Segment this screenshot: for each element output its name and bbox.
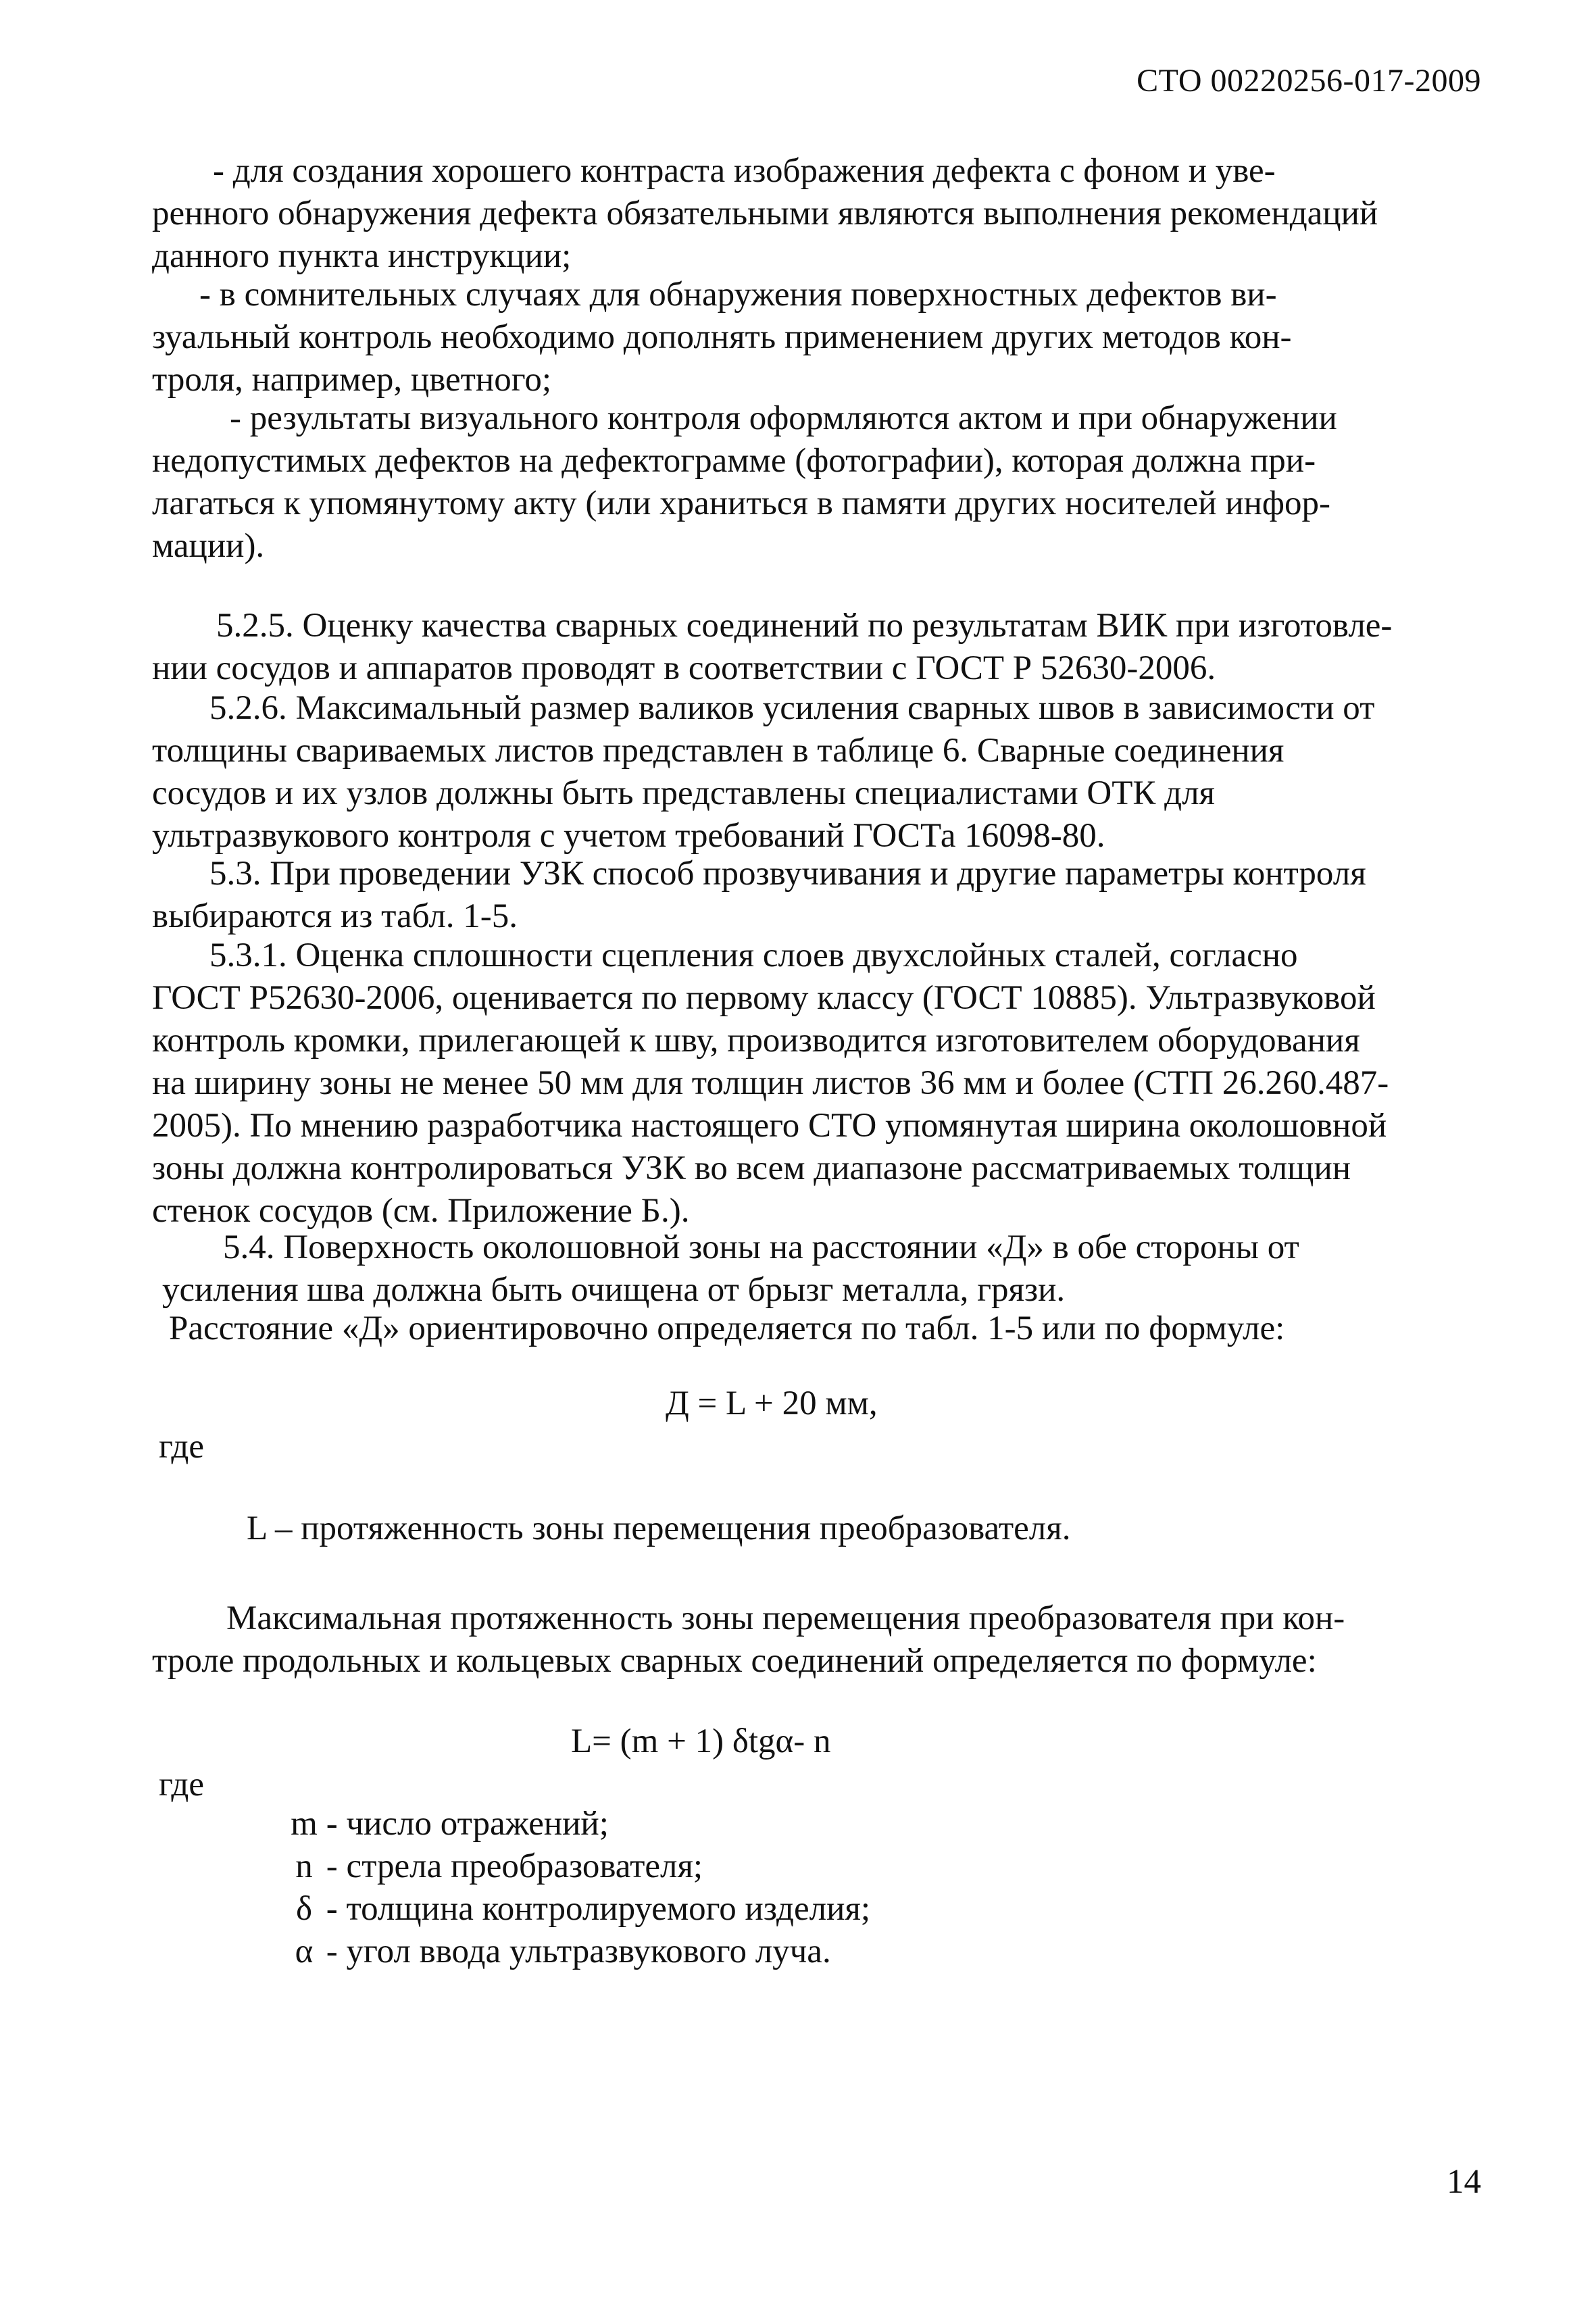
text-line: - результаты визуального контроля оформляются актом и при обнаружении: [230, 399, 1337, 437]
text-line: контроль кромки, прилегающей к шву, производится изготовителем оборудования: [152, 1022, 1360, 1060]
text-line: данного пункта инструкции;: [152, 237, 572, 275]
text-line: 5.3. При проведении УЗК способ прозвучивания и другие параметры контроля: [209, 855, 1366, 893]
text-line: 5.4. Поверхность околошовной зоны на расстоянии «Д» в обе стороны от: [223, 1228, 1299, 1266]
variable-symbol: m: [291, 1805, 318, 1843]
variable-description: - число отражений;: [326, 1805, 609, 1843]
text-line: стенок сосудов (см. Приложение Б.).: [152, 1192, 690, 1230]
variable-description: - стрела преобразователя;: [326, 1847, 703, 1885]
variable-symbol: α: [295, 1933, 314, 1970]
text-line: мации).: [152, 527, 265, 565]
text-line: ГОСТ Р52630-2006, оценивается по первому классу (ГОСТ 10885). Ультразвуковой: [152, 979, 1376, 1017]
paragraph-5-3: [152, 853, 1476, 938]
text-line: ультразвукового контроля с учетом требований ГОСТа 16098-80.: [152, 817, 1105, 855]
paragraph-5-4: [152, 1226, 1476, 1312]
variable-m: [291, 1804, 609, 1843]
formula-distance: Д = L + 20 мм,: [666, 1385, 878, 1422]
paragraph-distance-d: [169, 1308, 1493, 1350]
paragraph-5-2-6: [152, 687, 1476, 857]
paragraph-max-length: [152, 1597, 1476, 1683]
text-line: выбираются из табл. 1-5.: [152, 897, 518, 935]
text-line: нии сосудов и аппаратов проводят в соответствии с ГОСТ Р 52630-2006.: [152, 649, 1216, 687]
variable-description: - угол ввода ультразвукового луча.: [326, 1933, 831, 1970]
text-line: зоны должна контролироваться УЗК во всем диапазоне рассматриваемых толщин: [152, 1149, 1351, 1187]
formula-length: L= (m + 1) δtgα- n: [571, 1722, 831, 1760]
page-number: 14: [1447, 2163, 1481, 2201]
paragraph-5-3-1: [152, 935, 1476, 1233]
text-line: 2005). По мнению разработчика настоящего СТО упомянутая ширина околошовной: [152, 1107, 1387, 1145]
definition-l: L – протяженность зоны перемещения преобразователя.: [247, 1510, 1071, 1547]
variable-symbol: δ: [295, 1890, 313, 1928]
where-label: где: [159, 1428, 204, 1466]
text-line: толщины свариваемых листов представлен в таблице 6. Сварные соединения: [152, 732, 1285, 770]
paragraph-visual-results: [152, 397, 1476, 568]
text-line: 5.3.1. Оценка сплошности сцепления слоев двухслойных сталей, согласно: [209, 937, 1298, 974]
variable-delta: [291, 1889, 870, 1928]
text-line: сосудов и их узлов должны быть представлены специалистами ОТК для: [152, 774, 1216, 812]
variable-description: - толщина контролируемого изделия;: [326, 1890, 871, 1928]
text-line: зуальный контроль необходимо дополнять применением других методов кон-: [152, 318, 1292, 356]
document-code: СТО 00220256-017-2009: [1137, 63, 1481, 99]
text-line: троле продольных и кольцевых сварных соединений определяется по формуле:: [152, 1642, 1317, 1680]
text-line: - в сомнительных случаях для обнаружения поверхностных дефектов ви-: [199, 276, 1277, 314]
text-line: лагаться к упомянутому акту (или храниться в памяти других носителей инфор-: [152, 484, 1330, 522]
text-line: 5.2.5. Оценку качества сварных соединений по результатам ВИК при изготовле-: [216, 607, 1393, 645]
text-line: Максимальная протяженность зоны перемещения преобразователя при кон-: [226, 1599, 1345, 1637]
text-line: усиления шва должна быть очищена от брызг металла, грязи.: [162, 1271, 1066, 1309]
text-line: ренного обнаружения дефекта обязательными являются выполнения рекомендаций: [152, 195, 1378, 232]
variable-symbol: n: [295, 1847, 313, 1885]
text-line: недопустимых дефектов на дефектограмме (фотографии), которая должна при-: [152, 442, 1316, 480]
paragraph-contrast: [152, 150, 1476, 278]
variable-alpha: [291, 1932, 831, 1971]
paragraph-doubtful-cases: [152, 274, 1476, 401]
text-line: 5.2.6. Максимальный размер валиков усиления сварных швов в зависимости от: [209, 689, 1375, 727]
text-line: троля, например, цветного;: [152, 361, 552, 399]
text-line: - для создания хорошего контраста изображения дефекта с фоном и уве-: [213, 152, 1276, 190]
text-line: Расстояние «Д» ориентировочно определяется по табл. 1-5 или по формуле:: [169, 1310, 1285, 1347]
where-label: где: [159, 1766, 204, 1803]
text-line: на ширину зоны не менее 50 мм для толщин листов 36 мм и более (СТП 26.260.487-: [152, 1064, 1389, 1102]
variable-n: [291, 1847, 703, 1886]
paragraph-5-2-5: [152, 605, 1476, 690]
